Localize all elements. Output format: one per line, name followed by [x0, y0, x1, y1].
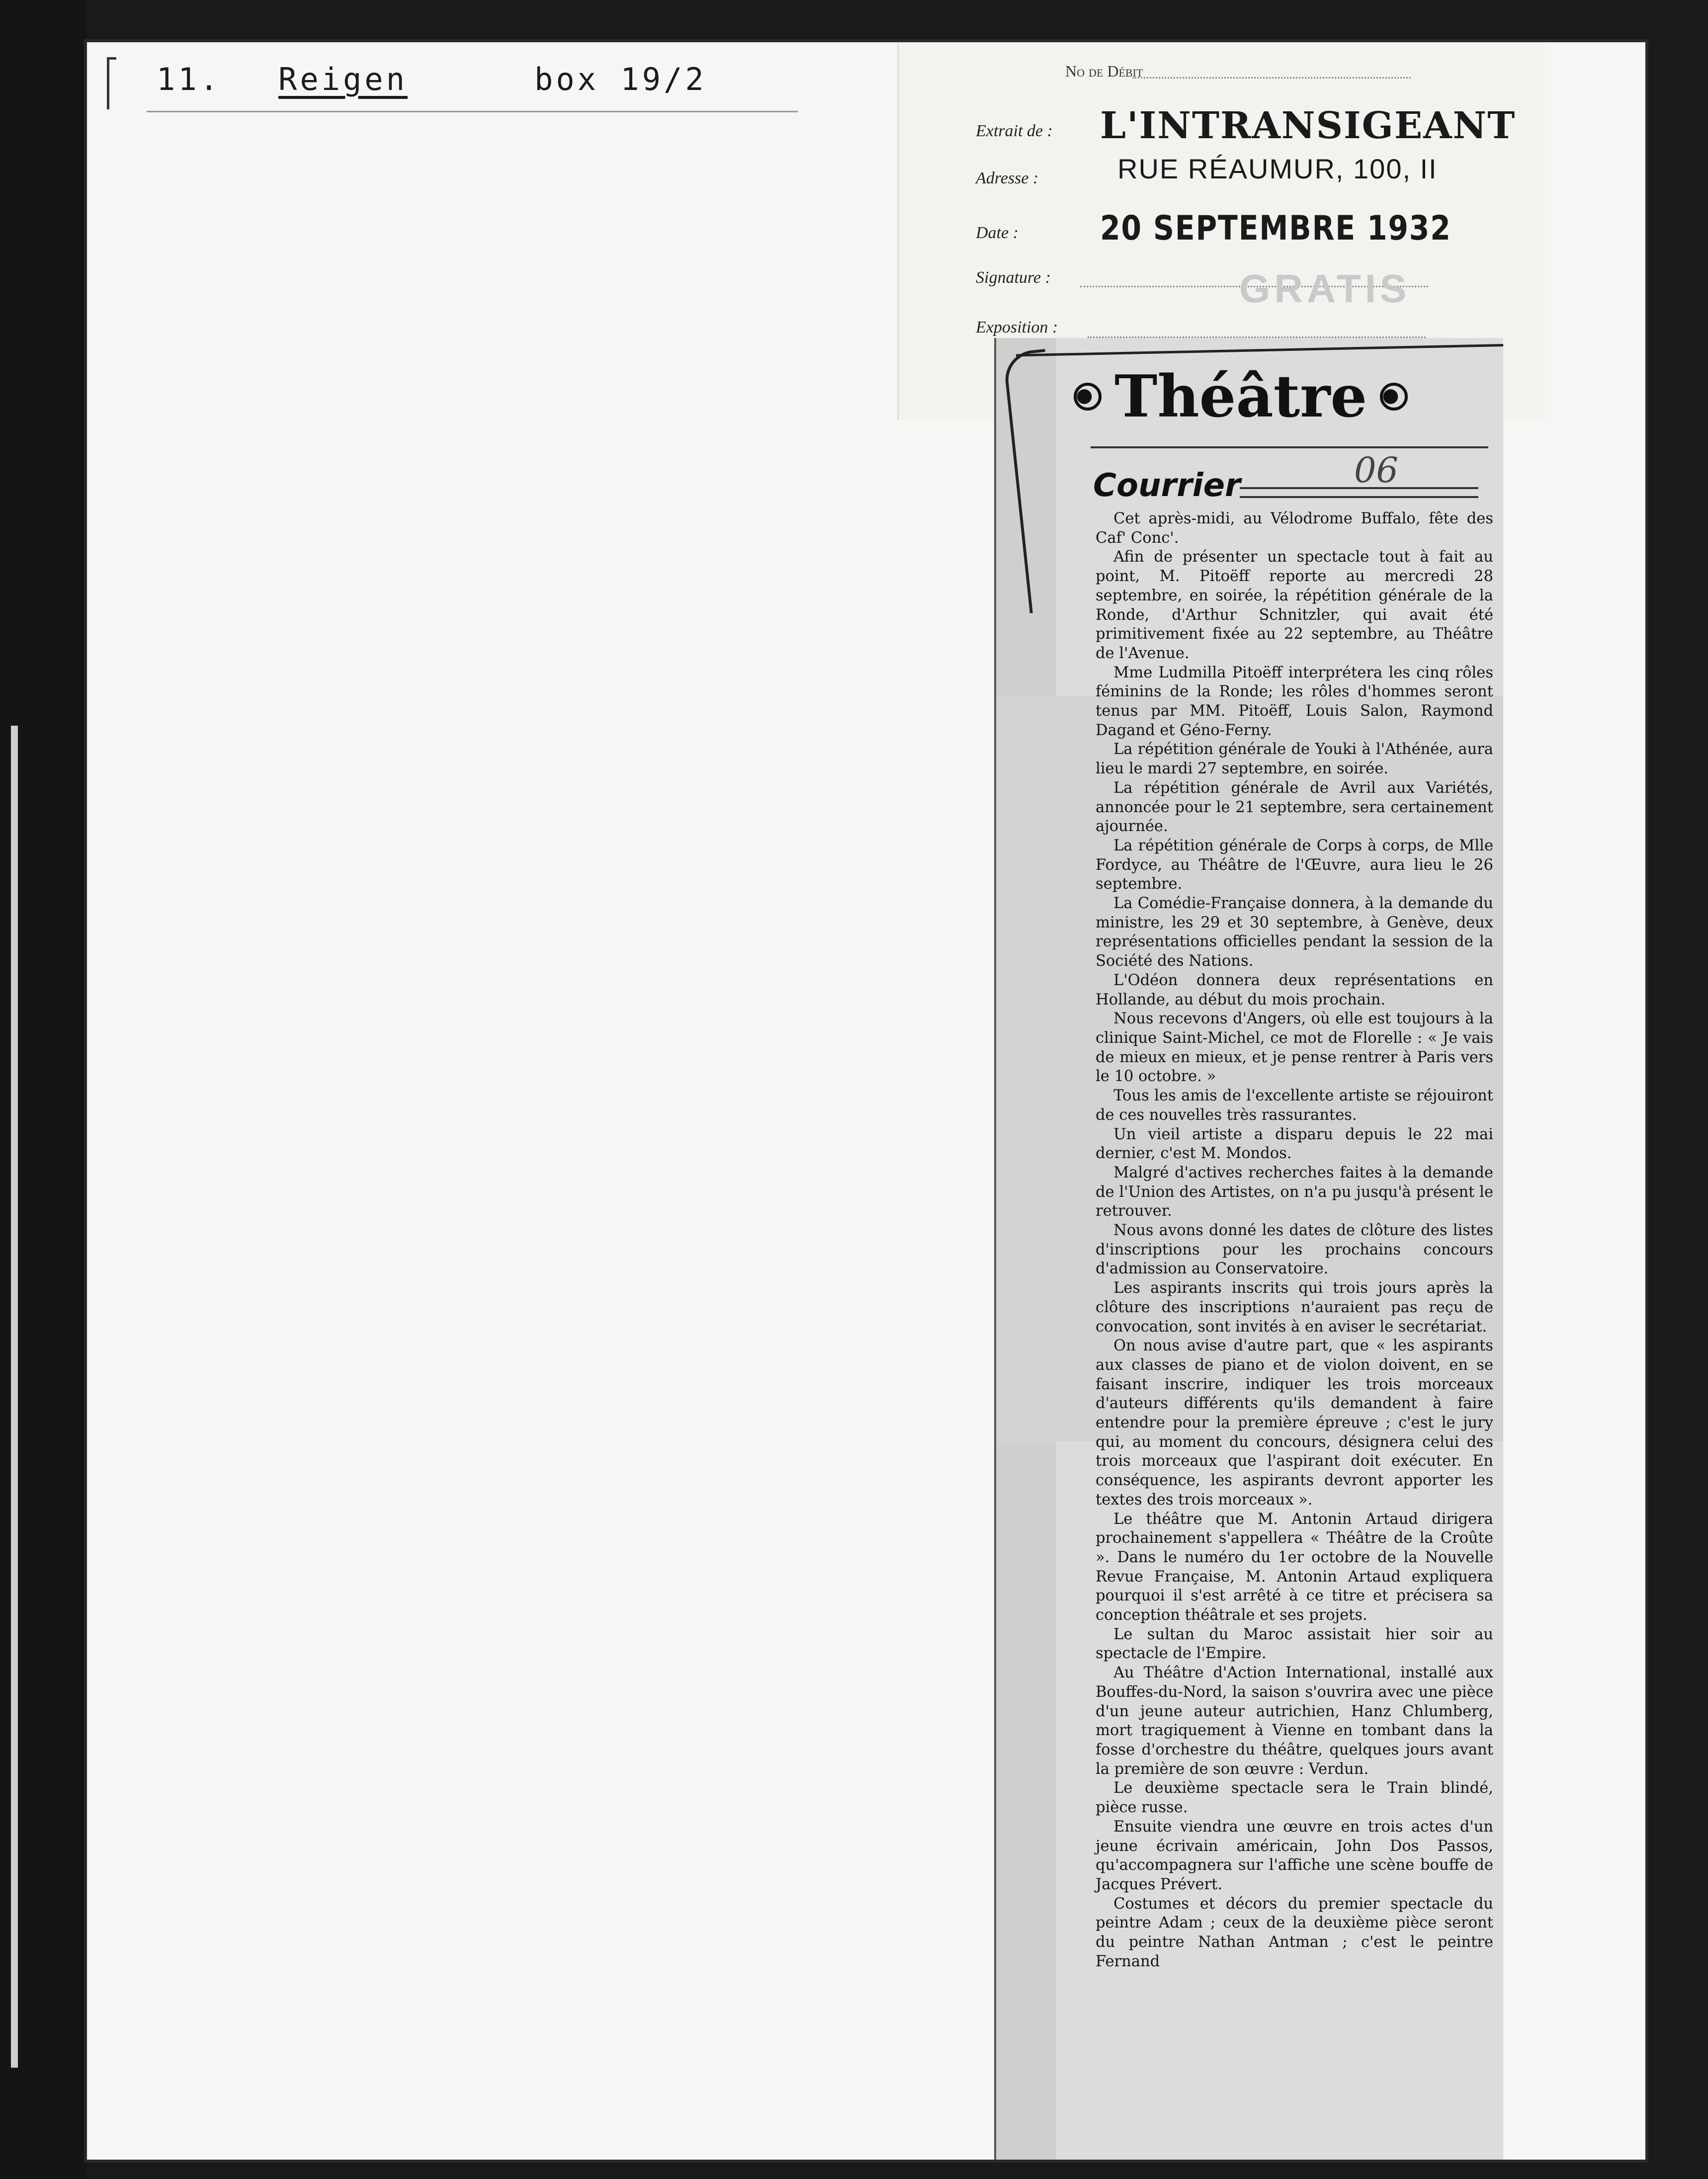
- article-paragraph: Le deuxième spectacle sera le Train blindé, pièce russe.: [1096, 1779, 1493, 1817]
- section-heading: [1061, 358, 1503, 432]
- article-paragraph: Les aspirants inscrits qui trois jours après la clôture des inscriptions n'auraient pas reçu de convocation, sont invités à en aviser le secrétariat.: [1096, 1279, 1493, 1336]
- label-box: box 19/2: [534, 61, 707, 97]
- heading-text: Théâtre: [1114, 363, 1367, 430]
- archive-sheet: [87, 42, 1645, 2160]
- extrait-value: L'INTRANSIGEANT: [1100, 104, 1516, 147]
- subheading: Courrier: [1093, 467, 1241, 504]
- heading-bottom-rule: [1091, 446, 1488, 448]
- article-paragraph: Un vieil artiste a disparu depuis le 22 mai dernier, c'est M. Mondos.: [1096, 1125, 1493, 1163]
- article-paragraph: On nous avise d'autre part, que « les aspirants aux classes de piano et de violon doivent, en se faisant inscrire, indiquer les trois morceaux d'auteurs différents qu'ils demandent à faire entendre pour la première épreuve ; c'est le jury qui, au moment du concours, désignera celui des trois morceaux que l'aspirant doit exécuter. En conséquence, les aspirants devront apporter les textes des trois morceaux ».: [1096, 1337, 1493, 1509]
- article-paragraph: Afin de présenter un spectacle tout à fait au point, M. Pitoëff reporte au mercredi 28 septembre, en soirée, la répétition générale de la Ronde, d'Arthur Schnitzler, qui avait été primitivement fixée au 22 septembre, au Théâtre de l'Avenue.: [1096, 548, 1493, 662]
- newspaper-clipping: [994, 338, 1503, 2160]
- article-paragraph: L'Odéon donnera deux représentations en Hollande, au début du mois prochain.: [1096, 971, 1493, 1008]
- label-title: Reigen: [278, 61, 408, 97]
- article-paragraph: Nous recevons d'Angers, où elle est toujours à la clinique Saint-Michel, ce mot de Florelle : « Je vais de mieux en mieux, et je pense rentrer à Paris vers le 10 octobre. »: [1096, 1010, 1493, 1086]
- archive-label: [107, 52, 793, 112]
- handwritten-note: 06: [1354, 450, 1399, 491]
- gratis-stamp: GRATIS: [1239, 266, 1411, 311]
- bullet-left-icon: [1074, 383, 1102, 411]
- article-paragraph: La répétition générale de Youki à l'Athénée, aura lieu le mardi 27 septembre, en soirée.: [1096, 741, 1493, 778]
- article-paragraph: Ensuite viendra une œuvre en trois actes d'un jeune écrivain américain, John Dos Passos, qu'accompagnera sur l'affiche une scène bouffe de Jacques Prévert.: [1096, 1818, 1493, 1893]
- bullet-right-icon: [1380, 383, 1408, 411]
- article-paragraph: Tous les amis de l'excellente artiste se réjouiront de ces nouvelles très rassurantes.: [1096, 1087, 1493, 1124]
- date-label: Date :: [976, 224, 1019, 242]
- article-paragraph: Le théâtre que M. Antonin Artaud dirigera prochainement s'appellera « Théâtre de la Croûte ». Dans le numéro du 1er octobre de la Nouvelle Revue Française, M. Antonin Artaud expliquera pourquoi il s'est arrêté à ce titre et précisera sa conception théâtrale et ses projets.: [1096, 1510, 1493, 1624]
- signature-label: Signature :: [976, 268, 1051, 287]
- article-paragraph: La répétition générale de Corps à corps, de Mlle Fordyce, au Théâtre de l'Œuvre, aura lieu le 26 septembre.: [1096, 837, 1493, 893]
- article-paragraph: La Comédie-Française donnera, à la demande du ministre, les 29 et 30 septembre, à Genève, deux représentations officielles pendant la session de la Société des Nations.: [1096, 895, 1493, 970]
- article-paragraph: Cet après-midi, au Vélodrome Buffalo, fête des Caf' Conc'.: [1096, 510, 1493, 547]
- article-paragraph: Au Théâtre d'Action International, installé aux Bouffes-du-Nord, la saison s'ouvrira avec une pièce d'un jeune auteur autrichien, Hanz Chlumberg, mort tragiquement à Vienne en tombant dans la fosse d'orchestre du théâtre, quelques jours avant la première de son œuvre : Verdun.: [1096, 1664, 1493, 1778]
- adresse-label: Adresse :: [976, 169, 1039, 187]
- article-paragraph: Malgré d'actives recherches faites à la demande de l'Union des Artistes, on n'a pu jusqu'à présent le retrouver.: [1096, 1164, 1493, 1220]
- article-paragraph: Le sultan du Maroc assistait hier soir au spectacle de l'Empire.: [1096, 1625, 1493, 1663]
- exposition-label: Exposition :: [976, 318, 1058, 336]
- article-paragraph: Mme Ludmilla Pitoëff interprétera les cinq rôles féminins de la Ronde; les rôles d'hommes seront tenus par MM. Pitoëff, Louis Salon, Raymond Dagand et Géno-Ferny.: [1096, 664, 1493, 739]
- label-bracket: [107, 57, 116, 109]
- article-paragraph: La répétition générale de Avril aux Variétés, annoncée pour le 21 septembre, sera certainement ajournée.: [1096, 779, 1493, 836]
- subheading-rule: [1240, 487, 1478, 498]
- article-paragraph: Costumes et décors du premier spectacle du peintre Adam ; ceux de la deuxième pièce seront du peintre Nathan Antman ; c'est le peintre Fernand: [1096, 1895, 1493, 1970]
- scan-left-edge: [0, 0, 87, 2179]
- debit-dotted-line: [1132, 77, 1411, 79]
- scan-edge-strip: [11, 726, 18, 2068]
- date-value: 20 SEPTEMBRE 1932: [1100, 209, 1452, 248]
- debit-label: No de Débit: [1065, 62, 1143, 80]
- label-number: 11.: [157, 61, 221, 97]
- article-paragraph: Nous avons donné les dates de clôture des listes d'inscriptions pour les prochains concours d'admission au Conservatoire.: [1096, 1222, 1493, 1278]
- adresse-value: RUE RÉAUMUR, 100, II: [1117, 153, 1438, 184]
- article-body: [1096, 509, 1493, 1971]
- extrait-label: Extrait de :: [976, 122, 1053, 140]
- label-rule: [147, 111, 798, 112]
- heading-top-rule: [1016, 344, 1503, 357]
